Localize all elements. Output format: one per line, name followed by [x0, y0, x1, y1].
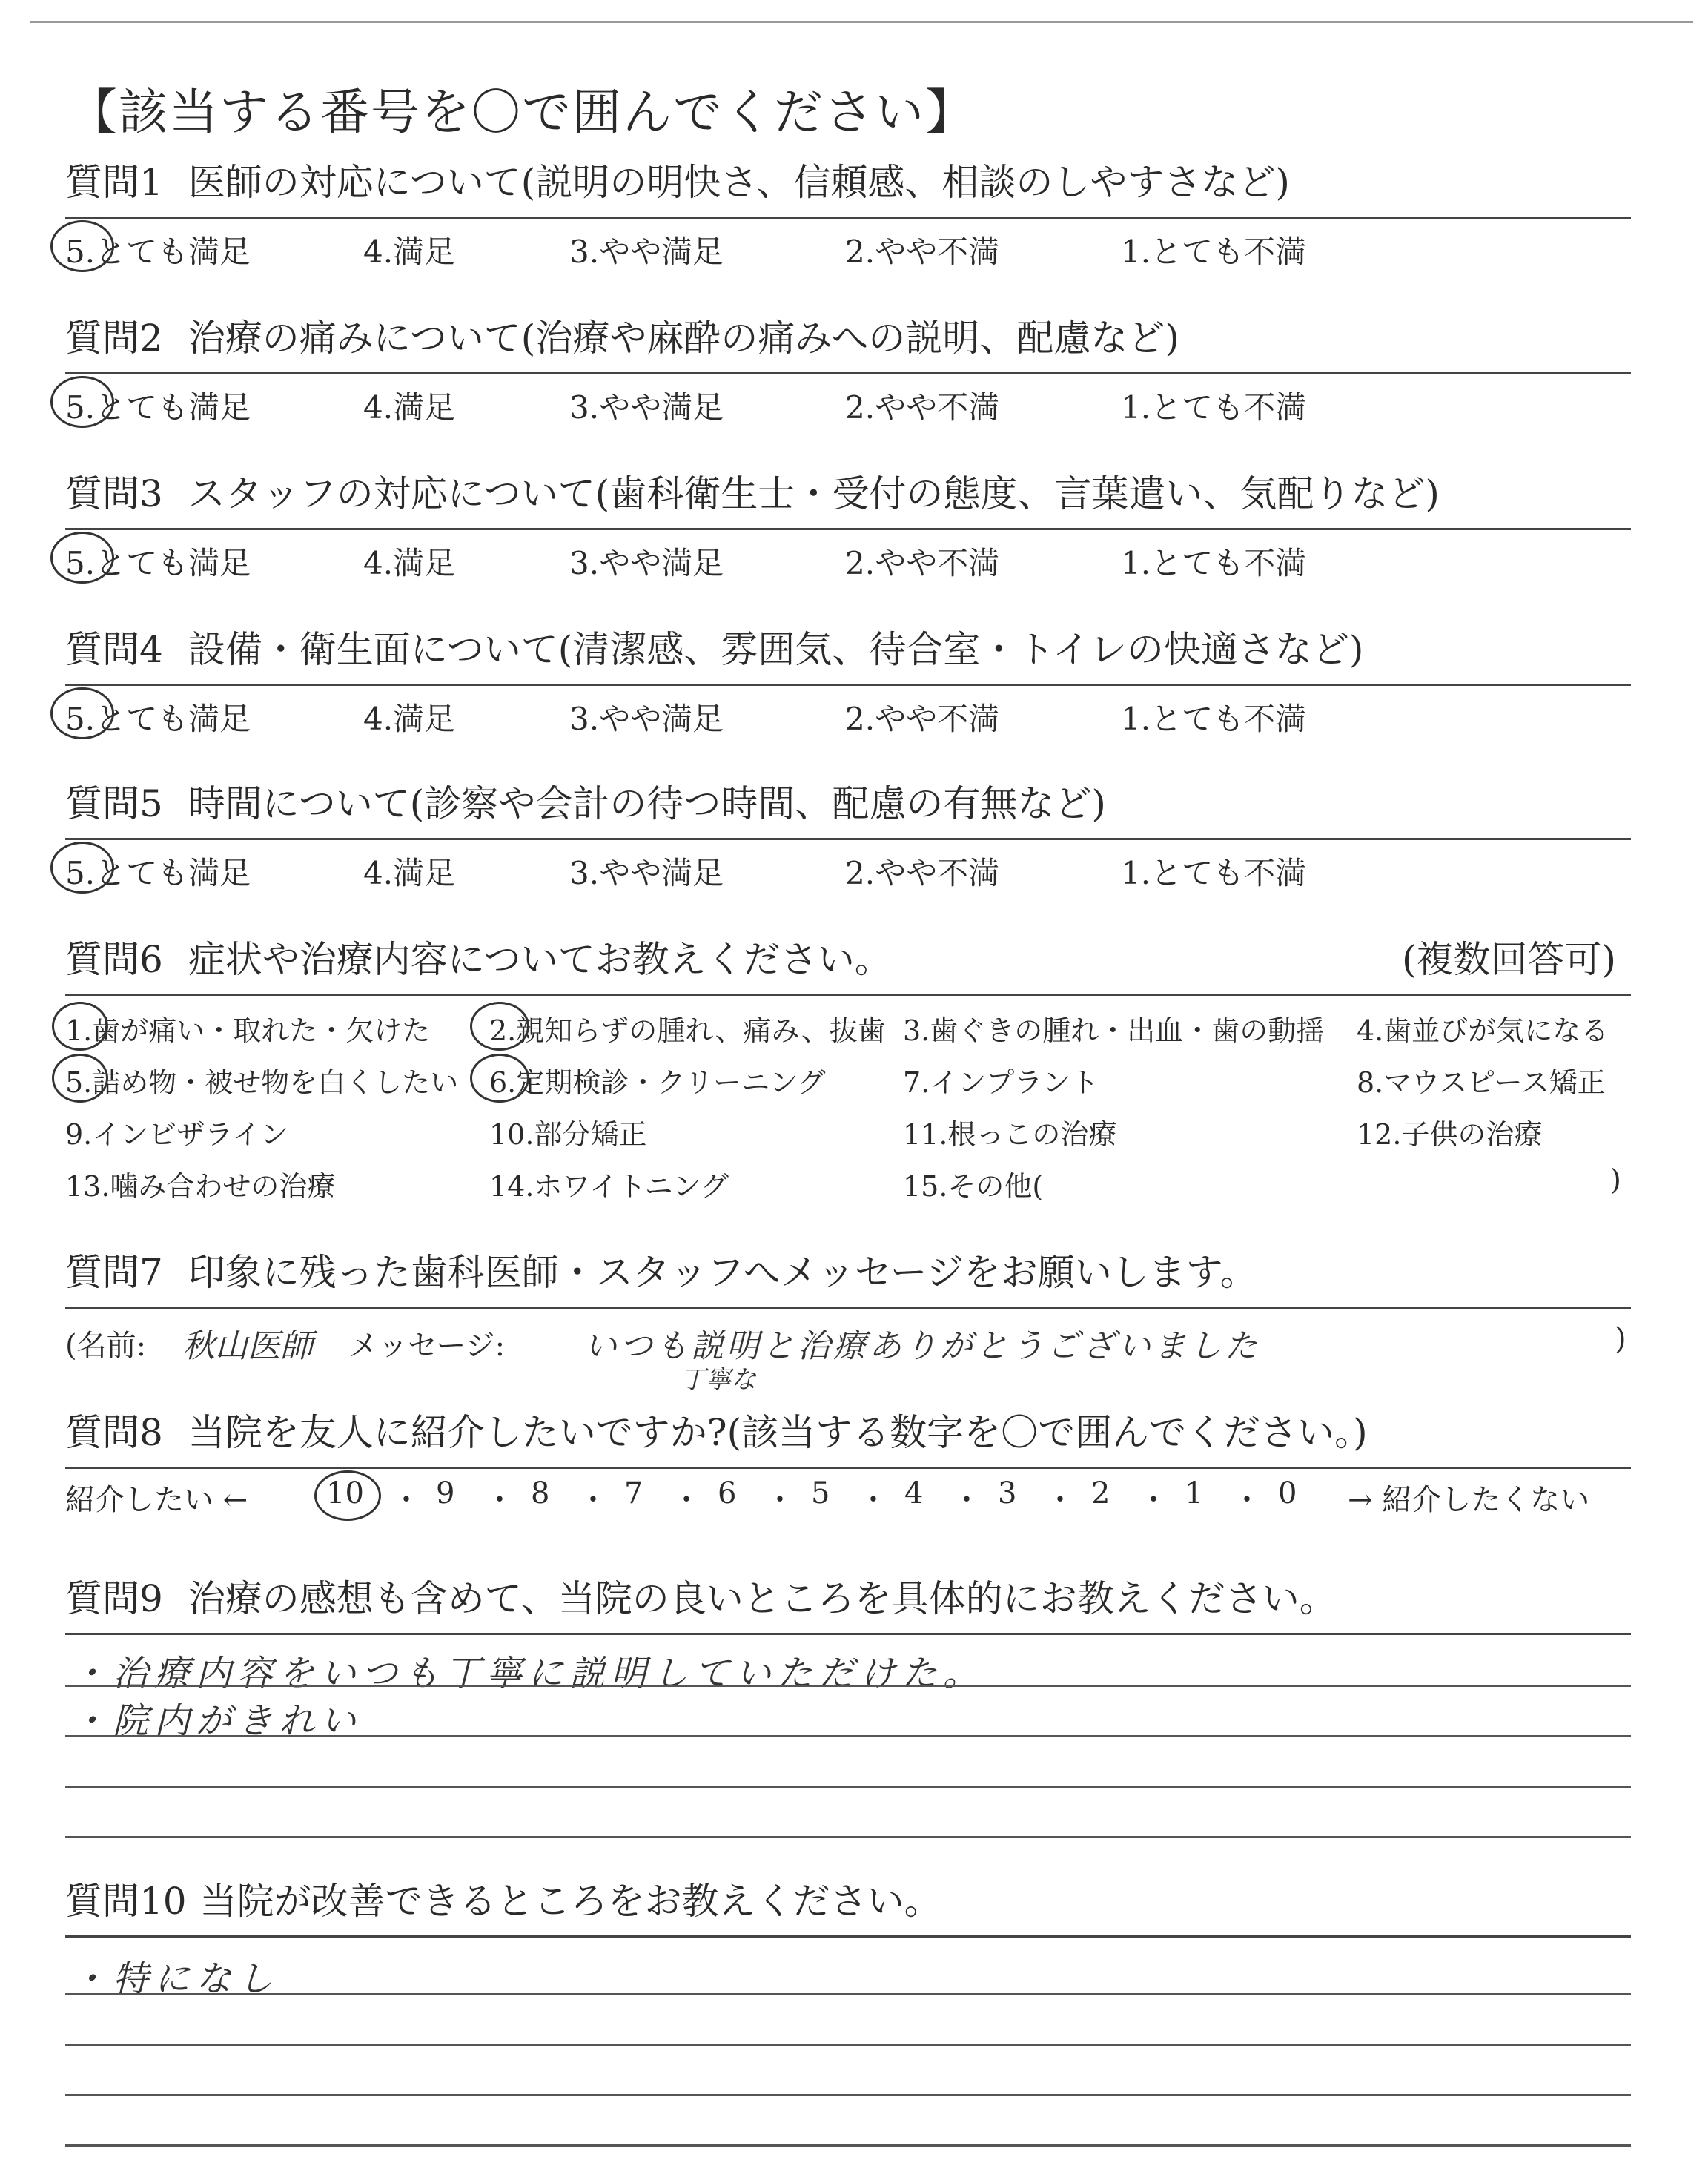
- close-paren: ): [1615, 1322, 1626, 1356]
- option-10[interactable]: 10.部分矯正: [489, 1118, 647, 1151]
- option-5[interactable]: 5.詰め物・被せ物を白くしたい: [65, 1066, 459, 1099]
- option-8[interactable]: 8.マウスピース矯正: [1357, 1066, 1606, 1099]
- option-5[interactable]: 5.とても満足: [65, 855, 251, 891]
- rating-options: [65, 840, 1631, 892]
- ruled-line: [65, 1786, 1631, 1788]
- option-14[interactable]: 14.ホワイトニング: [489, 1170, 729, 1203]
- rating-options: [65, 530, 1631, 582]
- question-number: 質問6: [65, 938, 163, 981]
- scale-2[interactable]: 2: [1091, 1476, 1110, 1510]
- scale-5[interactable]: 5: [811, 1476, 830, 1510]
- question-number: 質問3: [65, 472, 163, 515]
- question-number: 質問7: [65, 1251, 163, 1294]
- message-label: メッセージ:: [348, 1329, 506, 1363]
- question-number: 質問4: [65, 628, 163, 671]
- ruled-line: [65, 1735, 1631, 1737]
- option-1[interactable]: 1.歯が痛い・取れた・欠けた: [65, 1014, 431, 1047]
- scale-7[interactable]: 7: [624, 1476, 643, 1510]
- question-text: 症状や治療内容についてお教えください。: [188, 938, 892, 981]
- question-text: 印象に残った歯科医師・スタッフへメッセージをお願いします。: [188, 1251, 1257, 1294]
- question-text: 当院を友人に紹介したいですか?(該当する数字を〇で囲んでください。): [188, 1411, 1368, 1454]
- question-number: 質問9: [65, 1577, 163, 1620]
- selection-circle: [52, 1054, 108, 1103]
- scale-dot: ・: [858, 1483, 888, 1517]
- question-4: [65, 628, 1631, 738]
- question-text: スタッフの対応について(歯科衛生士・受付の態度、言葉遣い、気配りなど): [188, 472, 1440, 515]
- question-number: 質問2: [65, 317, 163, 360]
- answer-line-2[interactable]: ・院内がきれい: [71, 1700, 363, 1742]
- scale-dot: ・: [391, 1483, 421, 1517]
- question-number: 質問8: [65, 1411, 163, 1454]
- question-text: 治療の痛みについて(治療や麻酔の痛みへの説明、配慮など): [188, 317, 1179, 360]
- selection-circle: [314, 1470, 381, 1521]
- recommend-scale: [65, 1469, 1631, 1518]
- multiple-answer-note: (複数回答可): [1401, 938, 1616, 981]
- option-4[interactable]: 4.満足: [363, 701, 456, 737]
- question-number: 質問1: [65, 161, 163, 204]
- scale-1[interactable]: 1: [1185, 1476, 1204, 1510]
- ruled-line: [65, 1993, 1631, 1995]
- scale-dot: ・: [485, 1483, 514, 1517]
- option-3[interactable]: 3.やや満足: [569, 234, 724, 270]
- option-1[interactable]: 1.とても不満: [1121, 389, 1307, 426]
- option-9[interactable]: 9.インビザライン: [65, 1118, 289, 1151]
- selection-circle: [50, 220, 114, 272]
- ruled-line: [65, 1836, 1631, 1838]
- top-rule: [30, 21, 1693, 23]
- option-4[interactable]: 4.満足: [363, 855, 456, 891]
- question-9: [65, 1577, 1631, 1635]
- question-3: [65, 472, 1631, 582]
- ruled-line: [65, 2144, 1631, 2147]
- question-text: 設備・衛生面について(清潔感、雰囲気、待合室・トイレの快適さなど): [188, 628, 1364, 671]
- option-2[interactable]: 2.やや不満: [845, 855, 1000, 891]
- option-15[interactable]: 15.その他(: [903, 1170, 1044, 1203]
- scale-dot: ・: [765, 1483, 795, 1517]
- message-insertion: 丁寧な: [681, 1365, 756, 1395]
- answer-line-1[interactable]: ・特になし: [71, 1958, 279, 2000]
- scale-3[interactable]: 3: [998, 1476, 1017, 1510]
- option-2[interactable]: 2.やや不満: [845, 545, 1000, 581]
- rating-options: [65, 219, 1631, 271]
- scale-4[interactable]: 4: [904, 1476, 924, 1510]
- name-label: (名前:: [65, 1329, 147, 1363]
- scale-dot: ・: [952, 1483, 982, 1517]
- question-5: [65, 782, 1631, 892]
- option-1[interactable]: 1.とても不満: [1121, 855, 1307, 891]
- selection-circle: [52, 1002, 108, 1051]
- scale-dot: ・: [672, 1483, 701, 1517]
- option-4[interactable]: 4.満足: [363, 234, 456, 270]
- option-6[interactable]: 6.定期検診・クリーニング: [489, 1066, 826, 1099]
- option-5[interactable]: 5.とても満足: [65, 545, 251, 581]
- scale-right-label: → 紹介したくない: [1348, 1483, 1590, 1517]
- option-15-close-paren: ): [1610, 1163, 1621, 1196]
- question-6: [65, 938, 1631, 1211]
- selection-circle: [50, 532, 114, 584]
- option-2[interactable]: 2.やや不満: [845, 701, 1000, 737]
- option-1[interactable]: 1.とても不満: [1121, 234, 1307, 270]
- option-1[interactable]: 1.とても不満: [1121, 701, 1307, 737]
- question-number: 質問10: [65, 1880, 187, 1923]
- scale-6[interactable]: 6: [718, 1476, 737, 1510]
- option-3[interactable]: 3.やや満足: [569, 855, 724, 891]
- option-5[interactable]: 5.とても満足: [65, 701, 251, 737]
- message-row: [65, 1309, 1631, 1395]
- symptom-options: [65, 996, 1631, 1211]
- scale-dot: ・: [1232, 1483, 1262, 1517]
- selection-circle: [50, 842, 114, 894]
- option-3[interactable]: 3.やや満足: [569, 701, 724, 737]
- ruled-line: [65, 2094, 1631, 2096]
- option-4[interactable]: 4.満足: [363, 545, 456, 581]
- scale-left-label: 紹介したい ←: [65, 1483, 248, 1517]
- scale-8[interactable]: 8: [531, 1476, 550, 1510]
- selection-circle: [470, 1054, 529, 1103]
- option-13[interactable]: 13.噛み合わせの治療: [65, 1170, 336, 1203]
- question-10: [65, 1880, 1631, 1938]
- scale-dot: ・: [1045, 1483, 1075, 1517]
- selection-circle: [50, 687, 114, 739]
- option-2[interactable]: 2.親知らずの腫れ、痛み、抜歯: [489, 1014, 886, 1047]
- message-value[interactable]: いつも説明と治療ありがとうございました: [584, 1327, 1260, 1365]
- option-1[interactable]: 1.とても不満: [1121, 545, 1307, 581]
- rating-options: [65, 686, 1631, 738]
- option-5[interactable]: 5.とても満足: [65, 389, 251, 426]
- rating-options: [65, 374, 1631, 426]
- question-number: 質問5: [65, 782, 163, 825]
- option-11[interactable]: 11.根っこの治療: [903, 1118, 1117, 1151]
- scale-dot: ・: [578, 1483, 608, 1517]
- question-text: 医師の対応について(説明の明快さ、信頼感、相談のしやすさなど): [188, 161, 1290, 204]
- ruled-line: [65, 2044, 1631, 2046]
- option-12[interactable]: 12.子供の治療: [1357, 1118, 1543, 1151]
- question-1: [65, 161, 1631, 271]
- ruled-line: [65, 1685, 1631, 1687]
- question-2: [65, 317, 1631, 426]
- option-3[interactable]: 3.歯ぐきの腫れ・出血・歯の動揺: [903, 1014, 1325, 1047]
- option-4[interactable]: 4.歯並びが気になる: [1357, 1014, 1609, 1047]
- option-5[interactable]: 5.とても満足: [65, 234, 251, 270]
- selection-circle: [50, 376, 114, 428]
- answer-line-1[interactable]: ・治療内容をいつも丁寧に説明していただけた。: [71, 1653, 985, 1694]
- question-8: [65, 1411, 1631, 1518]
- page-title: 【該当する番号を〇で囲んでください】: [68, 84, 976, 141]
- scale-0[interactable]: 0: [1278, 1476, 1297, 1510]
- scale-9[interactable]: 9: [436, 1476, 455, 1510]
- option-3[interactable]: 3.やや満足: [569, 545, 724, 581]
- question-7: [65, 1251, 1631, 1395]
- question-text: 時間について(診察や会計の待つ時間、配慮の有無など): [188, 782, 1106, 825]
- option-2[interactable]: 2.やや不満: [845, 389, 1000, 426]
- scale-10[interactable]: 10: [326, 1476, 364, 1510]
- option-4[interactable]: 4.満足: [363, 389, 456, 426]
- question-text: 当院が改善できるところをお教えください。: [199, 1880, 941, 1923]
- question-text: 治療の感想も含めて、当院の良いところを具体的にお教えください。: [188, 1577, 1337, 1620]
- option-7[interactable]: 7.インプラント: [903, 1066, 1099, 1099]
- scale-dot: ・: [1139, 1483, 1168, 1517]
- option-2[interactable]: 2.やや不満: [845, 234, 1000, 270]
- option-3[interactable]: 3.やや満足: [569, 389, 724, 426]
- selection-circle: [470, 1002, 529, 1051]
- name-value[interactable]: 秋山医師: [182, 1327, 313, 1365]
